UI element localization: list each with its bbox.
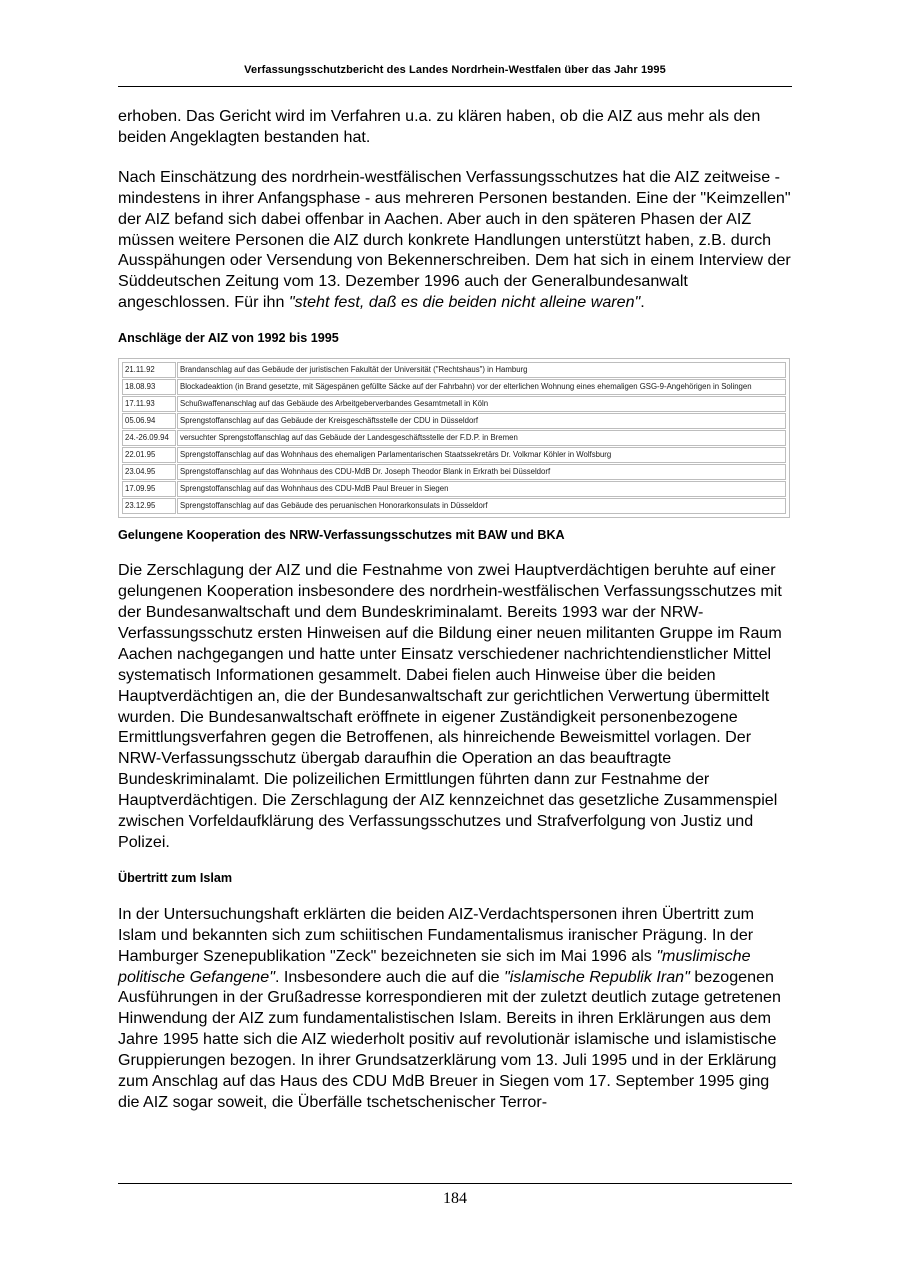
attack-description: Blockadeaktion (in Brand gesetzte, mit Sägespänen gefüllte Säcke auf der Fahrbahn) vor der elterlichen Wohnung eines ehemaligen GSG-9-Angehörigen in Solingen	[177, 379, 786, 395]
paragraph-4	[118, 904, 792, 1113]
header-rule	[118, 86, 792, 87]
attack-description: Sprengstoffanschlag auf das Wohnhaus des CDU-MdB Dr. Joseph Theodor Blank in Erkrath bei Düsseldorf	[177, 464, 786, 480]
attack-description: Sprengstoffanschlag auf das Wohnhaus des ehemaligen Parlamentarischen Staatssekretärs Dr. Volkmar Köhler in Wolfsburg	[177, 447, 786, 463]
attack-date: 17.11.93	[122, 396, 176, 412]
footer-rule	[118, 1183, 792, 1184]
attack-description: Brandanschlag auf das Gebäude der juristischen Fakultät der Universität ("Rechtshaus") in Hamburg	[177, 362, 786, 378]
paragraph-2-text: Nach Einschätzung des nordrhein-westfälischen Verfassungsschutzes hat die AIZ zeitweise - mindestens in ihrer Anfangsphase - aus mehreren Personen bestanden. Eine der "Keimzellen" der AIZ befand sich dabei offenbar in Aachen. Aber auch in den späteren Phasen der AIZ müssen weitere Personen die AIZ durch konkrete Handlungen unterstützt haben, z.B. durch Ausspähungen oder Versendung von Bekennerschreiben. Dem hat sich in einem Interview der Süddeutschen Zeitung vom 13. Dezember 1996 auch der Generalbundesanwalt angeschlossen. Für ihn	[118, 167, 791, 312]
table-row	[122, 447, 786, 463]
attack-description: Sprengstoffanschlag auf das Wohnhaus des CDU-MdB Paul Breuer in Siegen	[177, 481, 786, 497]
attack-date: 24.-26.09.94	[122, 430, 176, 446]
paragraph-2-quote: "steht fest, daß es die beiden nicht alleine waren"	[288, 293, 641, 312]
attack-date: 17.09.95	[122, 481, 176, 497]
paragraph-3: Die Zerschlagung der AIZ und die Festnahme von zwei Hauptverdächtigen beruhte auf einer gelungenen Kooperation insbesondere des nordrhein-westfälischen Verfassungsschutzes mit der Bundesanwaltschaft und dem Bundeskriminalamt. Bereits 1993 war der NRW-Verfassungsschutz ersten Hinweisen auf die Bildung einer neuen militanten Gruppe im Raum Aachen nachgegangen und hatte unter Einsatz verschiedener nachrichtendienstlicher Mittel systematisch Informationen gesammelt. Dabei fielen auch Hinweise über die beiden Hauptverdächtigen an, die der Bundesanwaltschaft zur gerichtlichen Verwertung übermittelt wurden. Die Bundesanwaltschaft eröffnete in eigener Zuständigkeit personenbezogene Ermittlungsverfahren gegen die Betroffenen, als hinreichende Beweismittel vorlagen. Der NRW-Verfassungsschutz übergab daraufhin die Operation an das beauftragte Bundeskriminalamt. Die polizeilichen Ermittlungen führten dann zur Festnahme der Hauptverdächtigen. Die Zerschlagung der AIZ kennzeichnet das gesetzliche Zusammenspiel zwischen Vorfeldaufklärung des Verfassungsschutzes und Strafverfolgung von Justiz und Polizei.	[118, 561, 782, 851]
attacks-table	[121, 361, 787, 515]
attack-date: 22.01.95	[122, 447, 176, 463]
attack-description: Schußwaffenanschlag auf das Gebäude des Arbeitgeberverbandes Gesamtmetall in Köln	[177, 396, 786, 412]
attack-date: 05.06.94	[122, 413, 176, 429]
attack-description: Sprengstoffanschlag auf das Gebäude des peruanischen Honorarkonsulats in Düsseldorf	[177, 498, 786, 514]
section-heading-islam: Übertritt zum Islam	[118, 870, 233, 885]
attack-date: 23.04.95	[122, 464, 176, 480]
attack-date: 23.12.95	[122, 498, 176, 514]
paragraph-4-text-c: bezogenen Ausführungen in der Grußadresse korrespondieren mit der zuletzt deutlich zutage getretenen Hinwendung der AIZ zum fundamentalistischen Islam. Bereits in ihren Erklärungen aus dem Jahre 1995 hatte sich die AIZ wiederholt positiv auf revolutionär islamische und islamistische Gruppierungen bezogen. In ihrer Grundsatzerklärung vom 13. Juli 1995 und in der Erklärung zum Anschlag auf das Haus des CDU MdB Breuer in Siegen vom 17. September 1995 ging die AIZ sogar soweit, die Überfälle tschetschenischer Terror-	[118, 967, 781, 1111]
paragraph-4-quote-2: "islamische Republik Iran"	[504, 967, 690, 986]
table-row	[122, 362, 786, 378]
table-row	[122, 379, 786, 395]
attack-description: versuchter Sprengstoffanschlag auf das Gebäude der Landesgeschäftsstelle der F.D.P. in Bremen	[177, 430, 786, 446]
table-row	[122, 413, 786, 429]
paragraph-2	[118, 167, 792, 313]
table-row	[122, 430, 786, 446]
paragraph-4-quote-1: "muslimische politische Gefangene"	[118, 946, 751, 986]
paragraph-1: erhoben. Das Gericht wird im Verfahren u.a. zu klären haben, ob die AIZ aus mehr als den beiden Angeklagten bestanden hat.	[118, 107, 761, 146]
table-heading: Anschläge der AIZ von 1992 bis 1995	[118, 331, 339, 346]
section-heading-cooperation: Gelungene Kooperation des NRW-Verfassungsschutzes mit BAW und BKA	[118, 528, 565, 543]
attacks-table-frame	[118, 358, 790, 518]
page-number: 184	[443, 1190, 467, 1207]
attack-description: Sprengstoffanschlag auf das Gebäude der Kreisgeschäftsstelle der CDU in Düsseldorf	[177, 413, 786, 429]
paragraph-2-end: .	[640, 293, 645, 312]
paragraph-4-text-b: . Insbesondere auch die auf die	[274, 967, 504, 986]
running-header: Verfassungsschutzbericht des Landes Nordrhein-Westfalen über das Jahr 1995	[244, 64, 666, 76]
table-row	[122, 464, 786, 480]
table-row	[122, 481, 786, 497]
document-page	[118, 0, 792, 1273]
body-content	[118, 106, 792, 1113]
table-row	[122, 498, 786, 514]
attack-date: 21.11.92	[122, 362, 176, 378]
attack-date: 18.08.93	[122, 379, 176, 395]
paragraph-4-text-a: In der Untersuchungshaft erklärten die beiden AIZ-Verdachtspersonen ihren Übertritt zum Islam und bekannten sich zum schiitischen Fundamentalismus iranischer Prägung. In der Hamburger Szenepublikation "Zeck" bezeichneten sie sich im Mai 1996 als	[118, 904, 755, 965]
table-row	[122, 396, 786, 412]
